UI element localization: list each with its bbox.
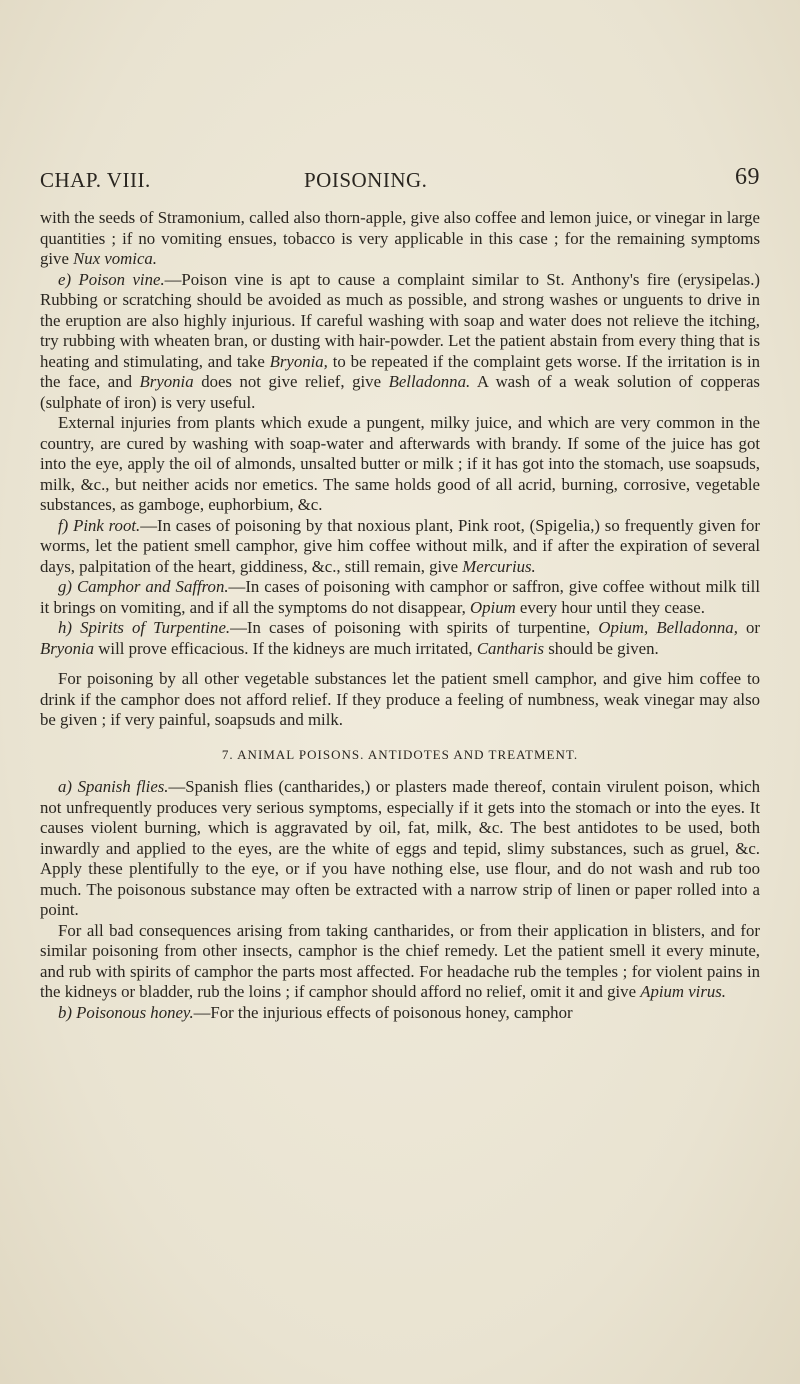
paragraph-poisonous-honey: b) Poisonous honey.—For the injurious effects of poisonous honey, camphor: [58, 1002, 573, 1022]
running-header: [40, 164, 760, 194]
paragraph-camphor-saffron: g) Camphor and Saffron.—In cases of poisoning with camphor or saffron, give coffee without milk till it brings on vomiting, and if all the symptoms do not disappear, Opium every hour until they cease.: [40, 577, 760, 617]
paragraph-spanish-flies: a) Spanish flies.—Spanish flies (cantharides,) or plasters made thereof, contain virulent poison, which not unfrequently produces very serious symptoms, especially if it gets into the stomach or into the eyes. It causes violent burning, which is aggravated by oil, fat, milk, &c. The best antidotes to be used, both inwardly and applied to the eyes, are the white of eggs and tepid, slimy substances, such as gruel, &c. Apply these plentifully to the eye, or if you have nothing else, use flour, and do not wash and rub too much. The poisonous substance may often be extracted with a narrow strip of linen or paper rolled into a point.: [40, 777, 760, 919]
paragraph-external-injuries: External injuries from plants which exude a pungent, milky juice, and which are very common in the country, are cured by washing with soap-water and afterwards with brandy. If some of the juice has got into the eye, apply the oil of almonds, unsalted butter or milk ; if it has got into the stomach, use soapsuds, milk, &c., but neither acids nor emetics. The same holds good of all acrid, burning, corrosive, vegetable substances, as gamboge, euphorbium, &c.: [40, 413, 760, 514]
paragraph-other-vegetable: For poisoning by all other vegetable substances let the patient smell camphor, and give him coffee to drink if the camphor does not afford relief. If they produce a feeling of numbness, weak vinegar may also be given ; if very painful, soapsuds and milk.: [40, 669, 760, 729]
paragraph-stramonium: with the seeds of Stramonium, called also thorn-apple, give also coffee and lemon juice, or vinegar in large quantities ; if no vomiting ensues, tobacco is very applicable in this case ; for the remaining symptoms give Nux vomica.: [40, 208, 760, 268]
chapter-label: CHAP. VIII.: [40, 168, 151, 192]
paragraph-bad-consequences: For all bad consequences arising from taking cantharides, or from their application in blisters, and for similar poisoning from other insects, camphor is the chief remedy. Let the patient smell it every minute, and rub with spirits of camphor the parts most affected. For headache rub the temples ; for violent pains in the kidneys or bladder, rub the loins ; if camphor should afford no relief, omit it and give Apium virus.: [40, 920, 760, 1001]
running-title: POISONING.: [304, 168, 428, 192]
paragraph-turpentine: h) Spirits of Turpentine.—In cases of poisoning with spirits of turpentine, Opium, Belladonna, or Bryonia will prove efficacious. If the kidneys are much irritated, Cantharis should be given.: [40, 618, 760, 658]
paragraph-pink-root: f) Pink root.—In cases of poisoning by that noxious plant, Pink root, (Spigelia,) so frequently given for worms, let the patient smell camphor, give him coffee without milk, and if after the expiration of several days, palpitation of the heart, giddiness, &c., still remain, give Mercurius.: [40, 515, 760, 576]
page-body: [40, 208, 760, 1023]
paragraph-poison-vine: e) Poison vine.—Poison vine is apt to cause a complaint similar to St. Anthony's fire (erysipelas.) Rubbing or scratching should be avoided as much as possible, and strong washes or unguents to drive in the eruption are also highly injurious. If careful washing with soap and water does not relieve the itching, try rubbing with wheaten bran, or dusting with hair-powder. Let the patient abstain from every thing that is heating and stimulating, and take Bryonia, to be repeated if the complaint gets worse. If the irritation is in the face, and Bryonia does not give relief, give Belladonna. A wash of a weak solution of copperas (sulphate of iron) is very useful.: [40, 269, 761, 412]
page-number: 69: [735, 164, 760, 190]
section-heading: 7. ANIMAL POISONS. ANTIDOTES AND TREATMENT.: [221, 746, 579, 762]
